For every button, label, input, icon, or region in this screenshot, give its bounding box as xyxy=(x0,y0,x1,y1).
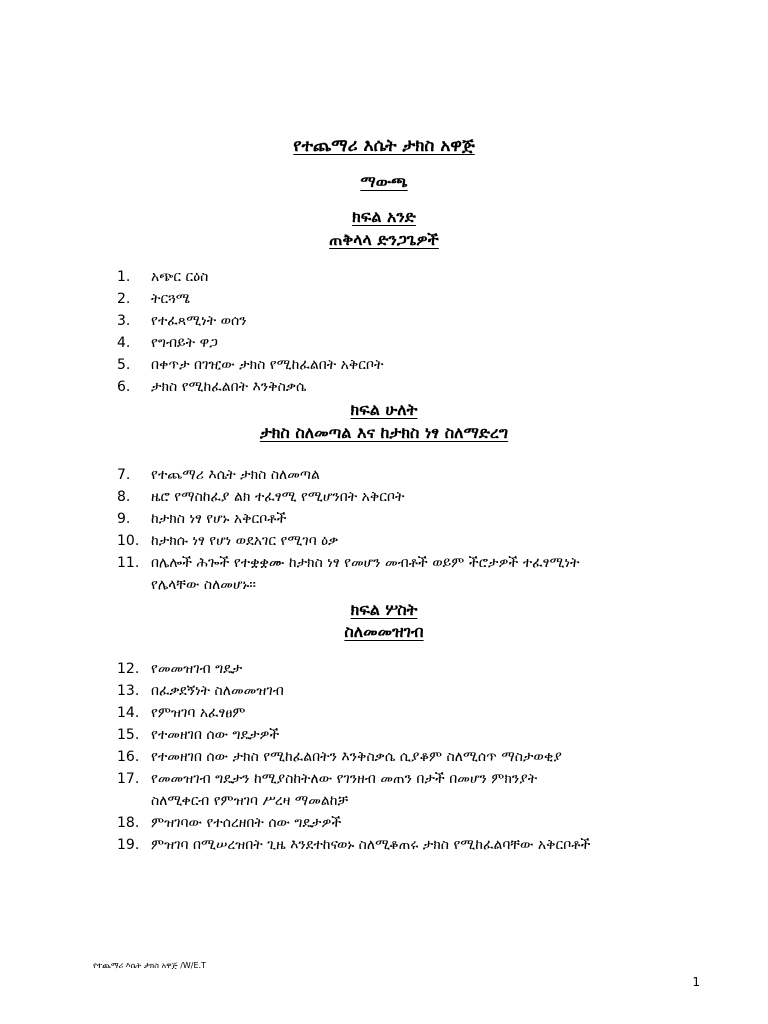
item-text: በፈቃደኝነት ስለመመዝገብ xyxy=(151,683,284,699)
item-number: 8. xyxy=(117,489,131,505)
item-text: ታክስ የሚከፈልበት እንቅስቃሴ xyxy=(151,379,307,395)
contents-heading: ማውጫ xyxy=(360,172,408,191)
part-three-heading: ክፍል ሦስት xyxy=(350,600,418,619)
item-text: በቀጥታ በገዢው ታክስ የሚከፈልበት አቅርቦት xyxy=(151,357,384,373)
item-number: 9. xyxy=(117,511,131,527)
item-number: 11. xyxy=(117,555,140,571)
item-text: የመመዝገብ ግዴታን ከሚያስከትለው የገንዘብ መጠን በታች በመሆን ምክንያት xyxy=(151,771,538,787)
item-number: 17. xyxy=(117,771,140,787)
item-number: 1. xyxy=(117,269,131,285)
item-number: 4. xyxy=(117,335,131,351)
item-number: 15. xyxy=(117,727,140,743)
part-three-subheading: ስለመመዝገብ xyxy=(344,622,424,641)
item-text-continued: ስለሚቀርብ የምዝገባ ሥረዛ ማመልከቻ xyxy=(151,793,349,809)
part-one-subheading: ጠቅላላ ድንጋጌዎች xyxy=(329,230,439,249)
item-number: 5. xyxy=(117,357,131,373)
item-text-continued: የሌላቸው ስለመሆኑ፡፡ xyxy=(151,577,256,593)
item-number: 16. xyxy=(117,749,140,765)
item-text: የምዝገባ አፈፃፀም xyxy=(151,705,246,721)
item-number: 2. xyxy=(117,291,131,307)
part-two-subheading: ታክስ ስለመጣል እና ከታክስ ነፃ ስለማድረግ xyxy=(259,423,509,442)
item-text: የመመዝገብ ግዴታ xyxy=(151,661,243,677)
item-number: 18. xyxy=(117,815,140,831)
item-number: 12. xyxy=(117,661,140,677)
item-number: 13. xyxy=(117,683,140,699)
item-number: 14. xyxy=(117,705,140,721)
item-text: ምዝገባ በሚሠረዝበት ጊዜ እንደተከናወኑ ስለሚቆጠሩ ታክስ የሚከፈልባቸው አቅርቦቶች xyxy=(151,837,591,853)
item-number: 19. xyxy=(117,837,140,853)
document-title: የተጨማሪ እሴት ታክስ አዋጅ xyxy=(293,136,475,156)
part-one-heading: ክፍል አንድ xyxy=(352,207,416,226)
item-text: በሌሎች ሕጐች የተቋቋሙ ከታክስ ነፃ የመሆን መብቶች ወይም ችሮታዎች ተፈፃሚነት xyxy=(151,555,580,571)
item-text: ከታክሱ ነፃ የሆነ ወደአገር የሚገባ ዕቃ xyxy=(151,533,339,549)
page-footer: የተጨማሪ እሴት ታክስ አዋጅ /W/E.T xyxy=(93,961,206,970)
item-text: ምዝገባው የተሰረዘበት ሰው ግዴታዎች xyxy=(151,815,342,831)
item-text: የተመዘገበ ሰው ግዴታዎች xyxy=(151,727,280,743)
item-text: ትርጓሜ xyxy=(151,291,190,307)
item-number: 7. xyxy=(117,467,131,483)
item-text: ዜሮ የማስከፈያ ልክ ተፈፃሚ የሚሆንበት አቅርቦት xyxy=(151,489,405,505)
item-text: ከታክስ ነፃ የሆኑ አቅርቦቶች xyxy=(151,511,287,527)
item-number: 10. xyxy=(117,533,140,549)
item-number: 3. xyxy=(117,313,131,329)
item-number: 6. xyxy=(117,379,131,395)
part-two-heading: ክፍል ሁለት xyxy=(350,400,418,419)
item-text: የተጨማሪ እሴት ታክስ ስለመጣል xyxy=(151,467,320,483)
item-text: የተመዘገበ ሰው ታክስ የሚከፈልበትን እንቅስቃሴ ሲያቆም ስለሚሰጥ ማስታወቂያ xyxy=(151,749,562,765)
page-number: 1 xyxy=(692,975,700,989)
item-text: የተፈጻሚነት ወሰን xyxy=(151,313,247,329)
item-text: የግብይት ዋጋ xyxy=(151,335,218,351)
item-text: አጭር ርዕስ xyxy=(151,269,209,285)
